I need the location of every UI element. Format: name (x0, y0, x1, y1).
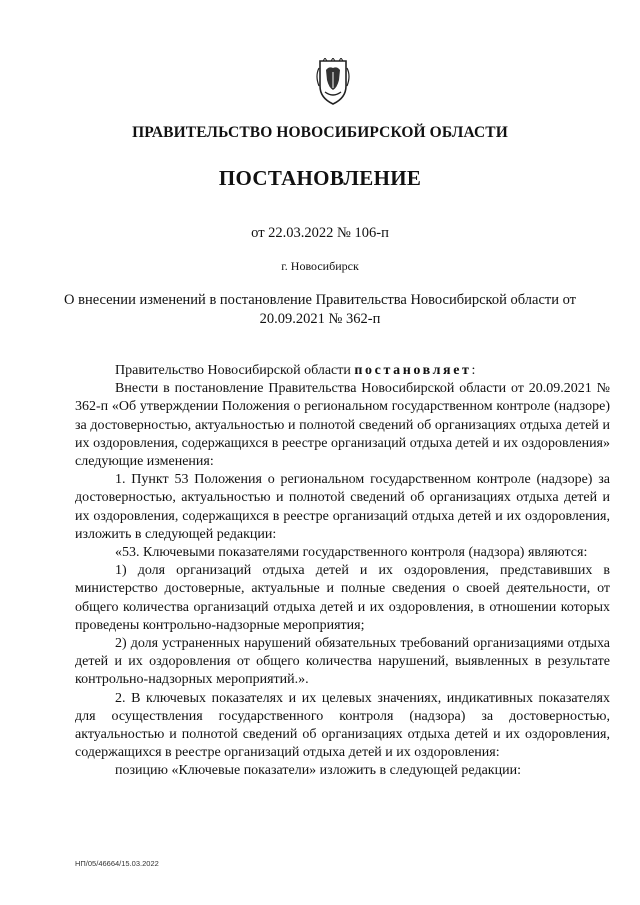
document-date-number: от 22.03.2022 № 106-п (251, 225, 389, 241)
organization-title: ПРАВИТЕЛЬСТВО НОВОСИБИРСКОЙ ОБЛАСТИ (132, 124, 508, 141)
resolves-word: постановляет (354, 363, 472, 378)
paragraph-item-53: «53. Ключевыми показателями государственного контроля (надзора) являются: (115, 545, 588, 561)
document-city: г. Новосибирск (281, 259, 359, 273)
document-body (75, 362, 610, 781)
intro-text: Правительство Новосибирской области (115, 363, 351, 378)
paragraph-item-2: 2. В ключевых показателях и их целевых значениях, индикативных показателях для осуществления государственного контроля (надзора) за достоверностью, актуальностью и полнотой сведений об организациях отдыха детей и их оздоровления, содержащихся в реестре организаций отдыха детей и их оздоровления: (75, 690, 610, 761)
paragraph-item-1: 1. Пункт 53 Положения о региональном государственном контроле (надзоре) за достоверностью, актуальностью и полнотой сведений об организациях отдыха детей и их оздоровления, содержащихся в реестре организаций отдыха детей и их оздоровления, изложить в следующей редакции: (75, 472, 610, 542)
footer-stamp: НП/05/46664/15.03.2022 (75, 859, 159, 868)
document-type: ПОСТАНОВЛЕНИЕ (218, 166, 422, 190)
intro-paragraph (75, 362, 610, 380)
paragraph-indicator-2: 2) доля устраненных нарушений обязательных требований организациями отдыха детей и их оздоровления от общего количества нарушений, выявленных в результате контрольно-надзорных мероприятий.». (75, 636, 610, 688)
coat-of-arms-icon (313, 58, 353, 106)
paragraph-position: позицию «Ключевые показатели» изложить в следующей редакции: (115, 763, 521, 779)
resolves-colon: : (471, 363, 476, 378)
paragraph-indicator-1: 1) доля организаций отдыха детей и их оздоровления, представивших в министерство достоверные, актуальные и полные сведения о своей деятельности, от общего количества организаций отдыха детей и их оздоровления, в отношении которых проведены контрольно-надзорные мероприятия; (75, 563, 610, 633)
document-subject: О внесении изменений в постановление Правительства Новосибирской области от 20.09.2021 № 362-п (64, 292, 576, 327)
paragraph-amend: Внести в постановление Правительства Новосибирской области от 20.09.2021 № 362-п «Об утверждении Положения о региональном государственном контроле (надзоре) за достоверностью, актуальностью и полнотой сведений об организациях отдыха детей и их оздоровления, содержащихся в реестре организаций отдыха детей и их оздоровления» следующие изменения: (75, 381, 610, 470)
